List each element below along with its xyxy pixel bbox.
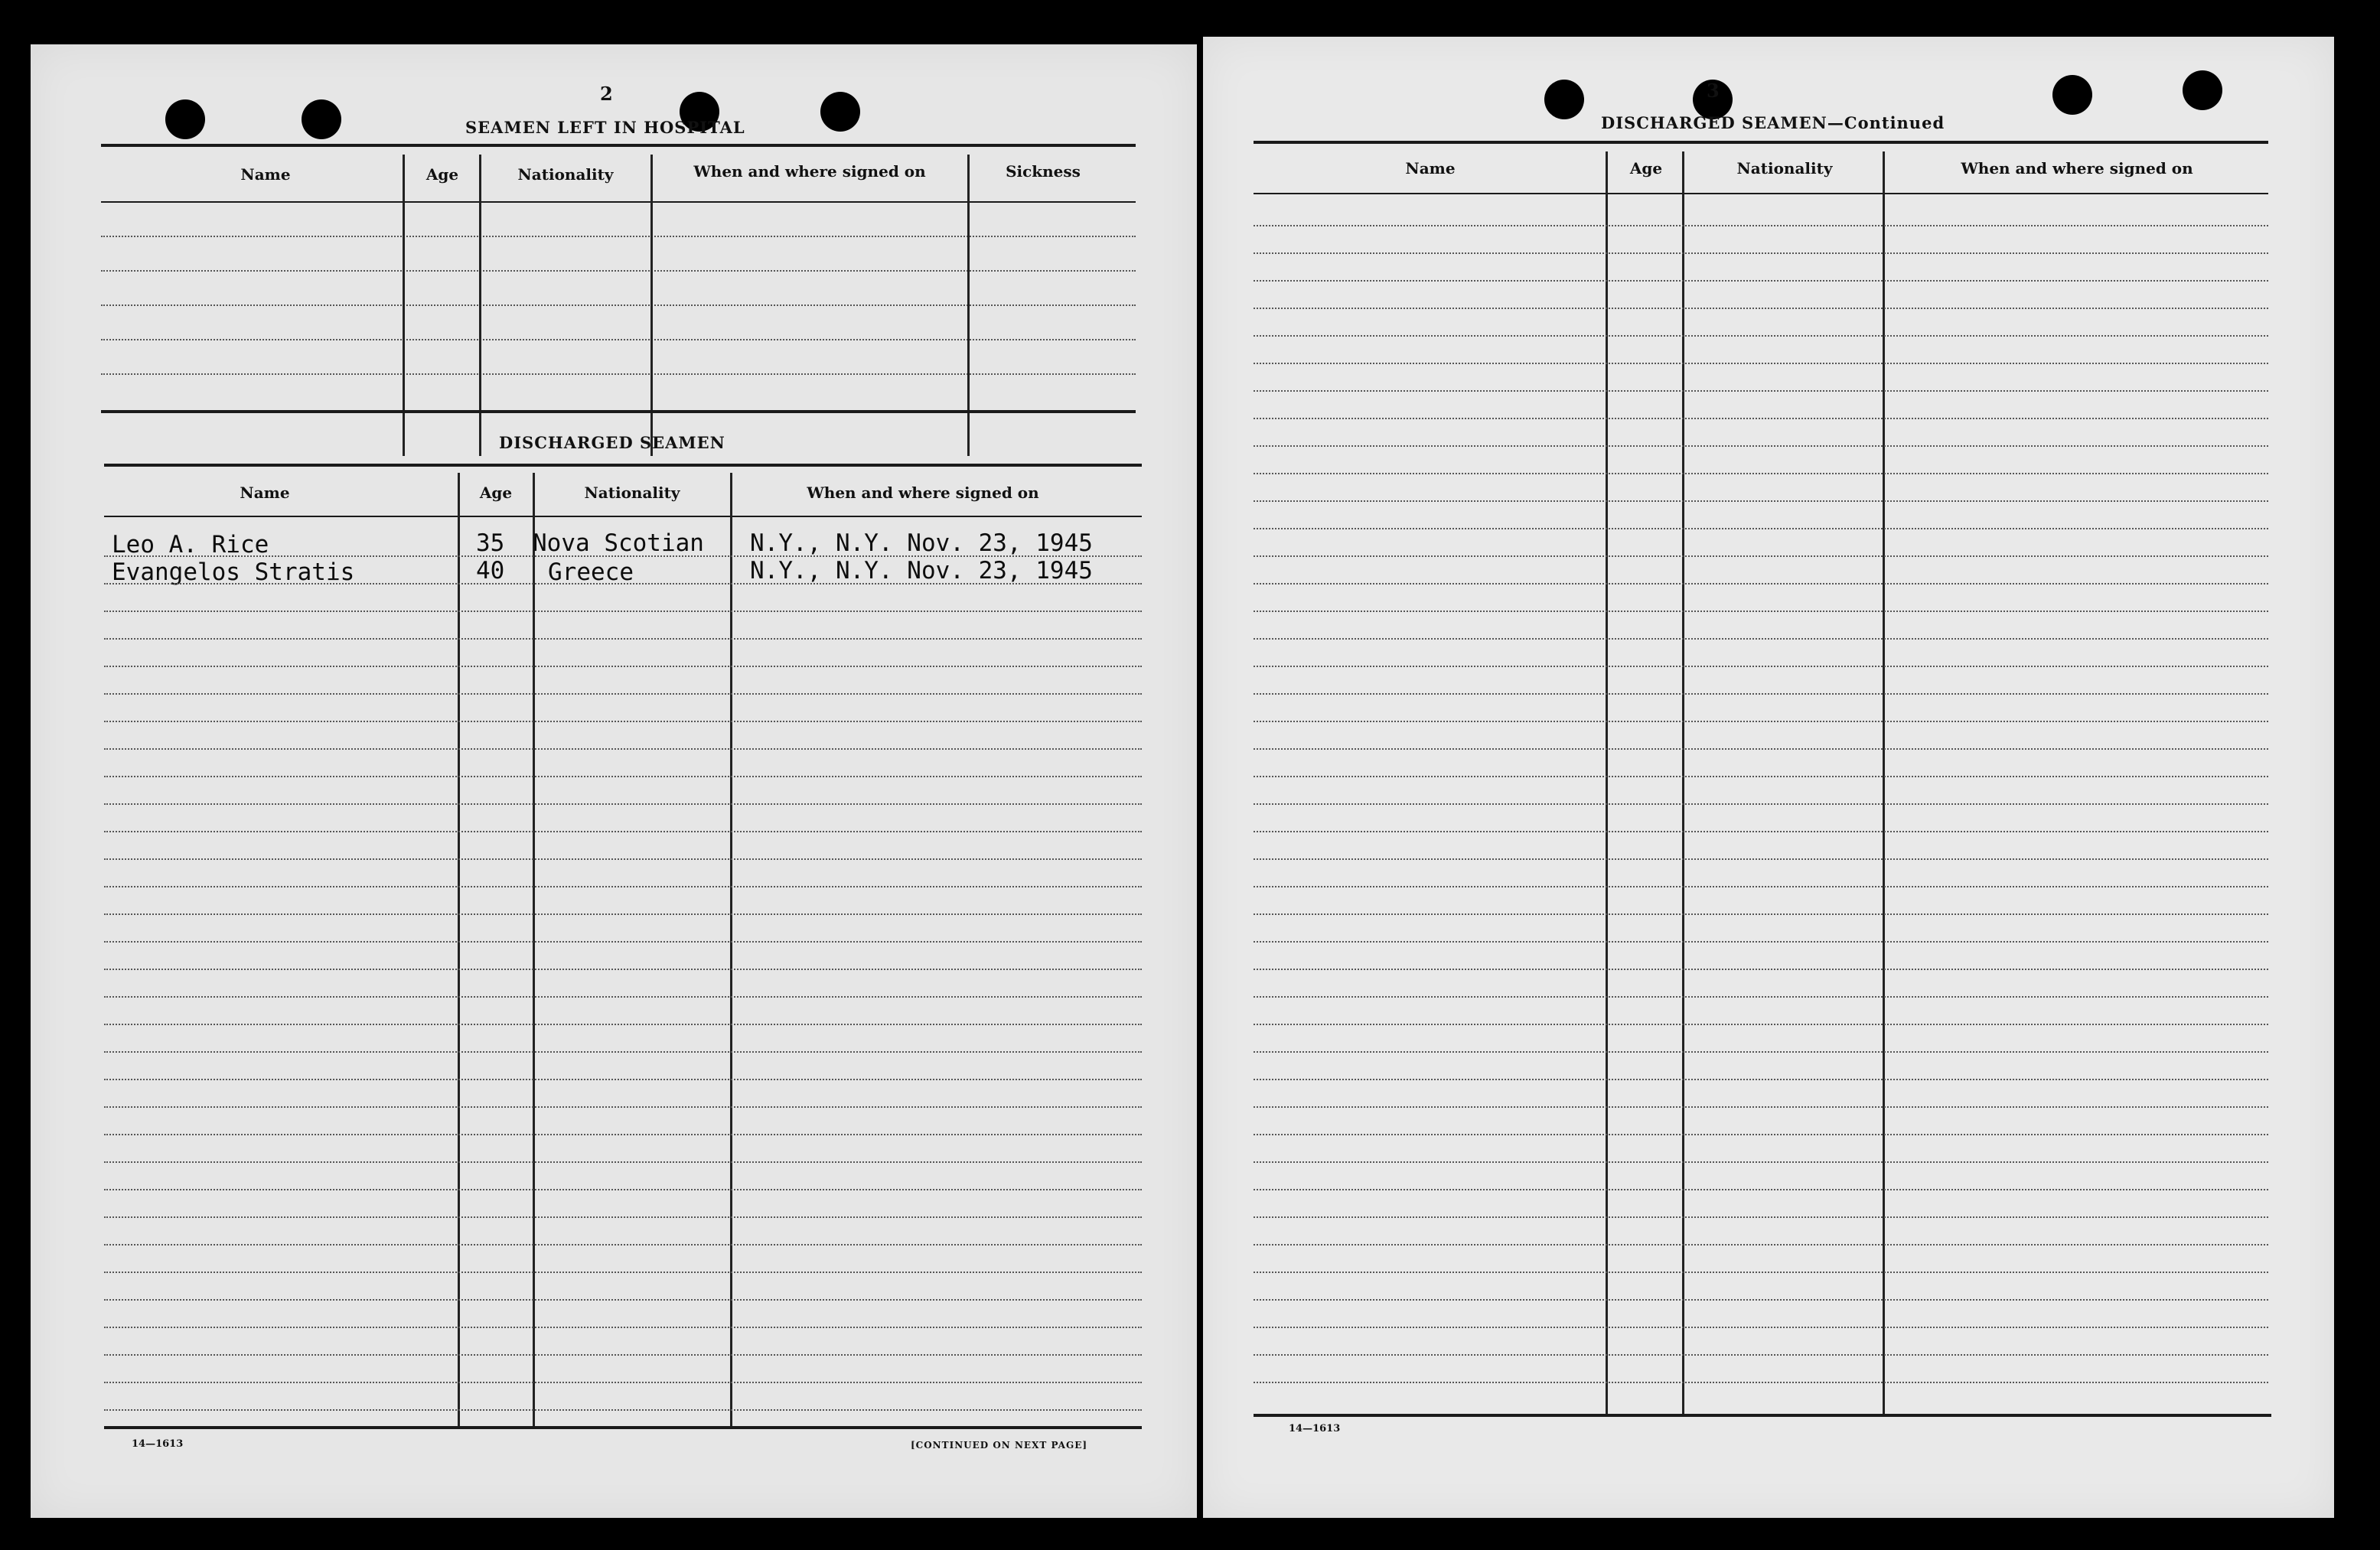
row-line xyxy=(104,638,1142,640)
seaman-age: 35 xyxy=(476,529,505,557)
row-line xyxy=(1254,418,2268,419)
row-line xyxy=(1254,1051,2268,1053)
row-line xyxy=(101,304,1136,306)
discharged-section-title: DISCHARGED SEAMEN xyxy=(499,433,725,452)
row-line xyxy=(104,666,1142,667)
row-line xyxy=(1254,1382,2268,1383)
row-line xyxy=(1254,1272,2268,1273)
table-top-rule xyxy=(101,144,1136,147)
row-line xyxy=(1254,969,2268,970)
header-rule xyxy=(104,516,1142,517)
row-line xyxy=(1254,941,2268,943)
row-line xyxy=(1254,308,2268,309)
row-line xyxy=(104,1244,1142,1246)
row-line xyxy=(104,748,1142,750)
row-line xyxy=(101,236,1136,237)
row-line xyxy=(1254,666,2268,667)
col-header-name: Name xyxy=(1405,159,1456,177)
row-line xyxy=(1254,473,2268,474)
col-header-name: Name xyxy=(240,484,290,502)
row-line xyxy=(1254,721,2268,722)
col-header-sickness: Sickness xyxy=(1006,162,1081,181)
row-line xyxy=(1254,1106,2268,1108)
seaman-signed-on: N.Y., N.Y. Nov. 23, 1945 xyxy=(750,557,1093,585)
row-line xyxy=(1254,528,2268,529)
row-line xyxy=(1254,803,2268,805)
row-line xyxy=(101,373,1136,375)
row-line xyxy=(1254,1216,2268,1218)
row-line xyxy=(104,941,1142,943)
row-line xyxy=(1254,611,2268,612)
row-line xyxy=(1254,225,2268,226)
col-header-age: Age xyxy=(1629,159,1663,177)
seaman-name: Evangelos Stratis xyxy=(112,558,355,586)
row-line xyxy=(104,1409,1142,1411)
row-line xyxy=(104,776,1142,777)
row-line xyxy=(104,1189,1142,1190)
punch-hole xyxy=(2052,75,2092,115)
row-line xyxy=(104,831,1142,832)
table-bottom-rule xyxy=(104,1426,1142,1429)
header-rule xyxy=(101,201,1136,203)
row-line xyxy=(1254,776,2268,777)
row-line xyxy=(104,1327,1142,1328)
seaman-name: Leo A. Rice xyxy=(112,531,269,558)
row-line xyxy=(104,611,1142,612)
row-line xyxy=(1254,996,2268,998)
seaman-age: 40 xyxy=(476,557,505,585)
row-line xyxy=(104,913,1142,915)
row-line xyxy=(104,1354,1142,1356)
row-line xyxy=(1254,390,2268,392)
right-page xyxy=(1203,37,2334,1518)
row-line xyxy=(1254,1299,2268,1301)
form-number: 14—1613 xyxy=(1289,1423,1341,1434)
row-line xyxy=(104,969,1142,970)
row-line xyxy=(1254,638,2268,640)
row-line xyxy=(104,1272,1142,1273)
col-header-name: Name xyxy=(240,165,291,184)
row-line xyxy=(1254,1244,2268,1246)
row-line xyxy=(1254,280,2268,282)
row-line xyxy=(104,1382,1142,1383)
row-line xyxy=(1254,252,2268,254)
header-rule xyxy=(1254,193,2268,194)
row-line xyxy=(104,1079,1142,1080)
row-line xyxy=(104,1106,1142,1108)
col-header-nationality: Nationality xyxy=(517,165,614,184)
row-line xyxy=(104,693,1142,695)
row-line xyxy=(104,721,1142,722)
row-line xyxy=(1254,583,2268,585)
punch-hole xyxy=(2183,70,2222,110)
col-divider xyxy=(1606,151,1608,1415)
page-number: 2 xyxy=(600,83,613,105)
row-line xyxy=(1254,1134,2268,1135)
row-line xyxy=(1254,1024,2268,1025)
row-line xyxy=(1254,445,2268,447)
page-number: 3 xyxy=(1707,80,1720,102)
col-divider xyxy=(1883,151,1885,1415)
continued-note: [CONTINUED ON NEXT PAGE] xyxy=(911,1440,1088,1451)
row-line xyxy=(1254,1189,2268,1190)
row-line xyxy=(1254,858,2268,860)
punch-hole xyxy=(302,99,341,139)
discharged-continued-title: DISCHARGED SEAMEN—Continued xyxy=(1601,113,1945,132)
col-header-age: Age xyxy=(479,484,513,502)
row-line xyxy=(104,555,1142,557)
row-line xyxy=(104,886,1142,887)
row-line xyxy=(1254,1354,2268,1356)
row-line xyxy=(1254,748,2268,750)
table-top-rule xyxy=(104,464,1142,467)
row-line xyxy=(1254,363,2268,364)
hospital-section-title: SEAMEN LEFT IN HOSPITAL xyxy=(465,118,745,137)
seaman-signed-on: N.Y., N.Y. Nov. 23, 1945 xyxy=(750,529,1093,557)
table-bottom-rule xyxy=(101,410,1136,413)
row-line xyxy=(104,1216,1142,1218)
row-line xyxy=(1254,500,2268,502)
row-line xyxy=(1254,886,2268,887)
row-line xyxy=(1254,1327,2268,1328)
left-page xyxy=(31,44,1197,1518)
row-line xyxy=(104,1134,1142,1135)
row-line xyxy=(104,1051,1142,1053)
punch-hole xyxy=(1544,80,1584,119)
row-line xyxy=(104,858,1142,860)
row-line xyxy=(101,270,1136,272)
col-header-nationality: Nationality xyxy=(1736,159,1833,177)
punch-hole xyxy=(820,92,860,132)
table-bottom-rule xyxy=(1254,1414,2271,1417)
row-line xyxy=(1254,913,2268,915)
row-line xyxy=(104,1024,1142,1025)
col-divider xyxy=(533,473,535,1428)
table-top-rule xyxy=(1254,141,2268,144)
form-number: 14—1613 xyxy=(132,1438,184,1450)
row-line xyxy=(1254,1079,2268,1080)
punch-hole xyxy=(165,99,205,139)
col-header-nationality: Nationality xyxy=(584,484,680,502)
row-line xyxy=(1254,335,2268,337)
col-divider xyxy=(730,473,732,1428)
col-header-signed-on: When and where signed on xyxy=(807,484,1039,502)
row-line xyxy=(104,583,1142,585)
row-line xyxy=(1254,831,2268,832)
row-line xyxy=(104,1299,1142,1301)
col-header-signed-on: When and where signed on xyxy=(693,162,926,181)
col-divider xyxy=(1682,151,1684,1415)
row-line xyxy=(1254,693,2268,695)
row-line xyxy=(104,1161,1142,1163)
col-header-signed-on: When and where signed on xyxy=(1961,159,2193,177)
row-line xyxy=(1254,1161,2268,1163)
row-line xyxy=(101,339,1136,340)
row-line xyxy=(104,996,1142,998)
seaman-nationality: Nova Scotian xyxy=(533,529,704,557)
row-line xyxy=(104,803,1142,805)
seaman-nationality: Greece xyxy=(548,558,634,586)
row-line xyxy=(1254,555,2268,557)
col-header-age: Age xyxy=(425,165,459,184)
col-divider xyxy=(458,473,460,1428)
